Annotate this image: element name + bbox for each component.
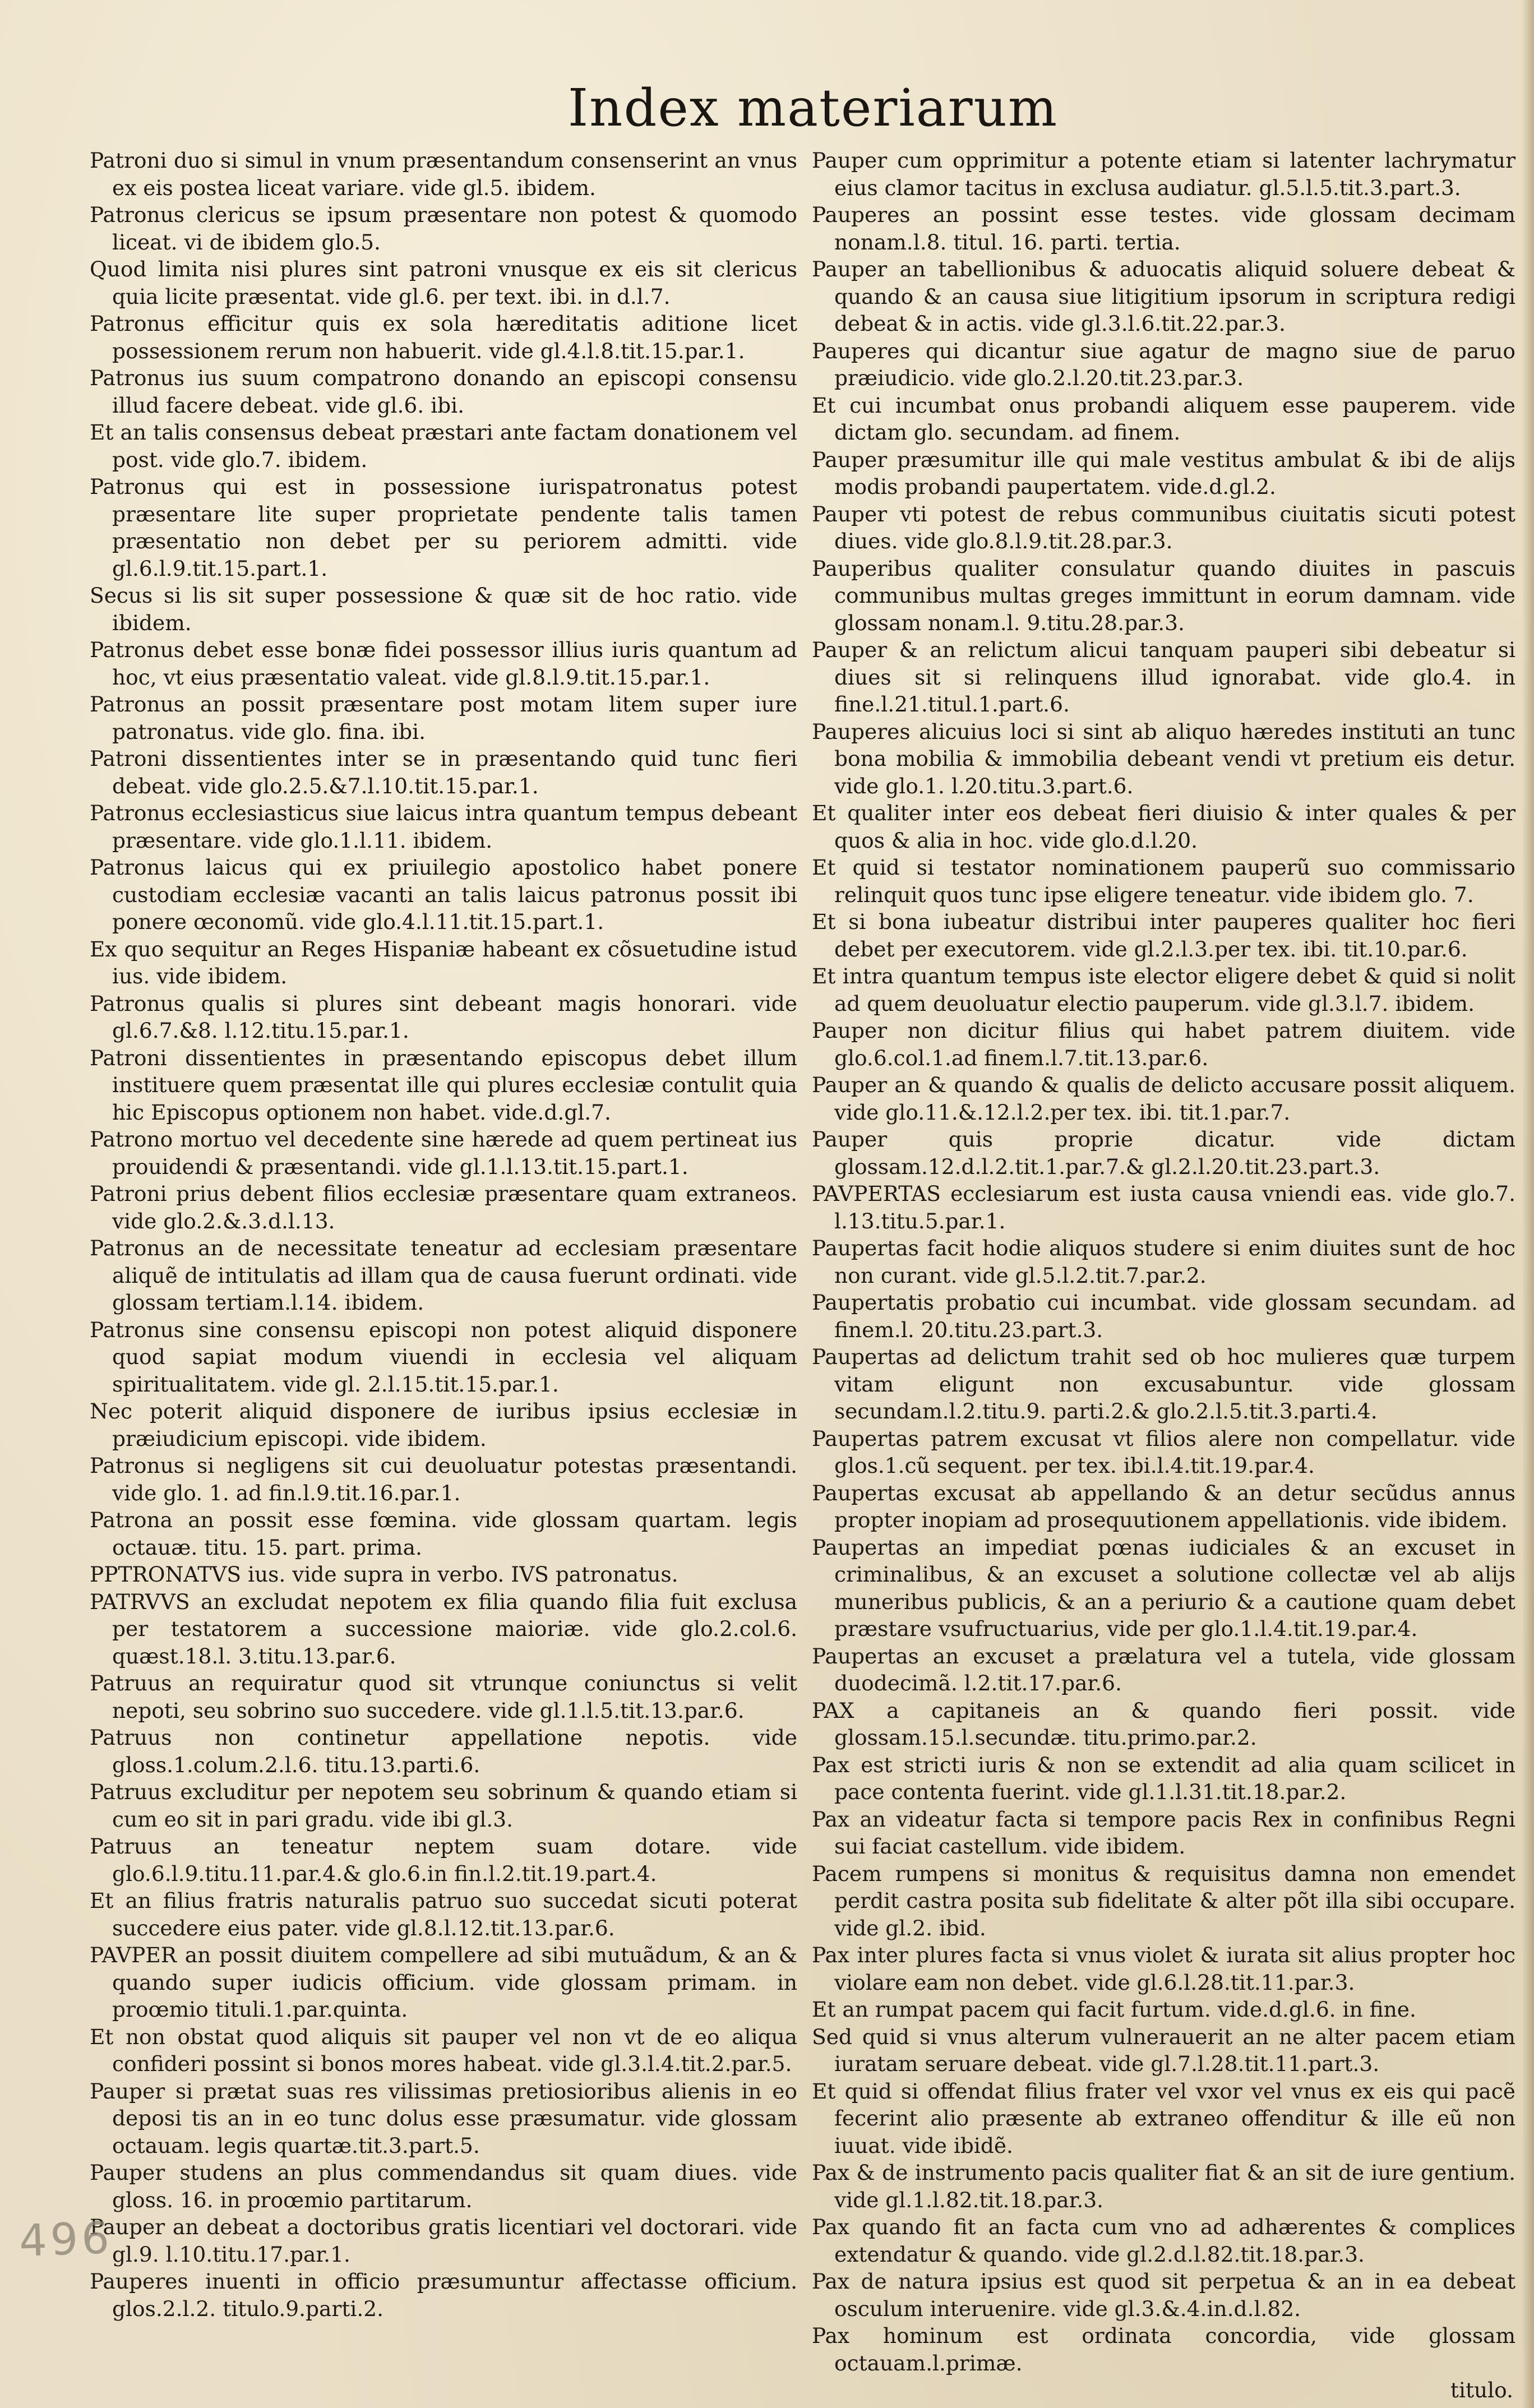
running-header-title: Index materiarum bbox=[567, 78, 1059, 138]
index-entry: Pauper & an relictum alicui tanquam pauperi sibi debeatur si diues sit si relinquens illud ignorabat. vide glo.4. in fine.l.21.titul.1.part.6. bbox=[812, 637, 1515, 717]
index-entry: Patronus qualis si plures sint debeant magis honorari. vide gl.6.7.&8. l.12.titu.15.par.1. bbox=[90, 991, 797, 1043]
index-entry: PAVPER an possit diuitem compellere ad sibi mutuãdum, & an & quando super iudicis officium. vide glossam primam. in proœmio tituli.1.par.quinta. bbox=[90, 1943, 797, 2022]
index-entry: Et an rumpat pacem qui facit furtum. vide.d.gl.6. in fine. bbox=[812, 1997, 1416, 2022]
index-entry: Pax an videatur facta si tempore pacis Rex in confinibus Regni sui faciat castellum. vide ibidem. bbox=[812, 1806, 1515, 1859]
handwritten-folio-number: 496 bbox=[18, 2213, 114, 2267]
index-entry: Paupertas an excuset a prælatura vel a tutela, vide glossam duodecimã. l.2.tit.17.par.6. bbox=[812, 1643, 1515, 1695]
index-entry: Pauper præsumitur ille qui male vestitus ambulat & ibi de alijs modis probandi paupertatem. vide.d.gl.2. bbox=[812, 447, 1515, 499]
index-entry: Patronus ius suum compatrono donando an episcopi consensu illud facere debeat. vide gl.6. ibi. bbox=[90, 366, 797, 418]
index-entry: Pauperes an possint esse testes. vide glossam decimam nonam.l.8. titul. 16. parti. tertia. bbox=[812, 202, 1515, 255]
index-entry: Et qualiter inter eos debeat fieri diuisio & inter quales & per quos & alia in hoc. vide glo.d.l.20. bbox=[812, 801, 1515, 853]
index-entry: Et si bona iubeatur distribui inter pauperes qualiter hoc fieri debet per executorem. vide gl.2.l.3.per tex. ibi. tit.10.par.6. bbox=[812, 909, 1515, 962]
index-entry: Pax & de instrumento pacis qualiter fiat & an sit de iure gentium. vide gl.1.l.82.tit.18.par.3. bbox=[812, 2160, 1515, 2212]
index-entry: Pauper quis proprie dicatur. vide dictam glossam.12.d.l.2.tit.1.par.7.& gl.2.l.20.tit.23.part.3. bbox=[812, 1127, 1515, 1179]
index-entry: Et intra quantum tempus iste elector eligere debet & quid si nolit ad quem deuoluatur electio pauperum. vide gl.3.l.7. ibidem. bbox=[812, 964, 1515, 1016]
index-entry: Paupertas patrem excusat vt filios alere non compellatur. vide glos.1.cũ sequent. per tex. ibi.l.4.tit.19.par.4. bbox=[812, 1426, 1515, 1478]
index-entry: Paupertas ad delictum trahit sed ob hoc mulieres quæ turpem vitam eligunt non excusabuntur. vide glossam secundam.l.2.titu.9. parti.2.& glo.2.l.5.tit.3.parti.4. bbox=[812, 1344, 1515, 1423]
index-entry: Patroni duo si simul in vnum præsentandum consenserint an vnus ex eis postea liceat variare. vide gl.5. ibidem. bbox=[90, 148, 797, 200]
index-entry: Paupertatis probatio cui incumbat. vide glossam secundam. ad finem.l. 20.titu.23.part.3. bbox=[812, 1290, 1515, 1342]
index-entry: Patronus sine consensu episcopi non potest aliquid disponere quod sapiat modum viuendi in ecclesia vel aliquam spiritualitatem. vide gl. 2.l.15.tit.15.par.1. bbox=[90, 1317, 797, 1397]
index-entry: Pauperibus qualiter consulatur quando diuites in pascuis communibus multas greges immittunt in eorum damnam. vide glossam nonam.l. 9.titu.28.par.3. bbox=[812, 556, 1515, 635]
index-entry: PAVPERTAS ecclesiarum est iusta causa vniendi eas. vide glo.7. l.13.titu.5.par.1. bbox=[812, 1181, 1515, 1233]
index-entry: Patronus ecclesiasticus siue laicus intra quantum tempus debeant præsentare. vide glo.1.l.11. ibidem. bbox=[90, 801, 797, 853]
index-entry: Patrono mortuo vel decedente sine hærede ad quem pertineat ius prouidendi & præsentandi. vide gl.1.l.13.tit.15.part.1. bbox=[90, 1127, 797, 1179]
index-column-right bbox=[812, 147, 1515, 2404]
index-entry: Et an talis consensus debeat præstari ante factam donationem vel post. vide glo.7. ibidem. bbox=[90, 420, 797, 472]
index-entry: Pax inter plures facta si vnus violet & iurata sit alius propter hoc violare eam non debet. vide gl.6.l.28.tit.11.par.3. bbox=[812, 1943, 1515, 1995]
index-entry: Patronus debet esse bonæ fidei possessor illius iuris quantum ad hoc, vt eius præsentatio valeat. vide gl.8.l.9.tit.15.par.1. bbox=[90, 637, 797, 690]
index-entry: Patronus si negligens sit cui deuoluatur potestas præsentandi. vide glo. 1. ad fin.l.9.tit.16.par.1. bbox=[90, 1453, 797, 1505]
index-entry: PAX a capitaneis an & quando fieri possit. vide glossam.15.l.secundæ. titu.primo.par.2. bbox=[812, 1698, 1515, 1750]
index-entry: Pax de natura ipsius est quod sit perpetua & an in ea debeat osculum interuenire. vide gl.3.&.4.in.d.l.82. bbox=[812, 2269, 1515, 2321]
index-entry: Patruus excluditur per nepotem seu sobrinum & quando etiam si cum eo sit in pari gradu. vide ibi gl.3. bbox=[90, 1780, 797, 1832]
index-entry: Pauper si prætat suas res vilissimas pretiosioribus alienis in eo deposi tis an in eo tunc dolus esse præsumatur. vide glossam octauam. legis quartæ.tit.3.part.5. bbox=[90, 2078, 797, 2158]
index-entry: Pax est stricti iuris & non se extendit ad alia quam scilicet in pace contenta fuerint. vide gl.1.l.31.tit.18.par.2. bbox=[812, 1752, 1515, 1804]
index-entry: Patroni dissentientes in præsentando episcopus debet illum instituere quem præsentat ille qui plures ecclesiæ contulit quia hic Episcopus optionem non habet. vide.d.gl.7. bbox=[90, 1045, 797, 1125]
index-entry: Nec poterit aliquid disponere de iuribus ipsius ecclesiæ in præiudicium episcopi. vide ibidem. bbox=[90, 1399, 797, 1451]
index-entry: Pauper an debeat a doctoribus gratis licentiari vel doctorari. vide gl.9. l.10.titu.17.par.1. bbox=[90, 2215, 797, 2267]
index-entry: Patruus an teneatur neptem suam dotare. vide glo.6.l.9.titu.11.par.4.& glo.6.in fin.l.2.tit.19.part.4. bbox=[90, 1834, 797, 1886]
index-entry: Et non obstat quod aliquis sit pauper vel non vt de eo aliqua confideri possint si bonos mores habeat. vide gl.3.l.4.tit.2.par.5. bbox=[90, 2024, 797, 2076]
index-entry: Pauper an & quando & qualis de delicto accusare possit aliquem. vide glo.11.&.12.l.2.per tex. ibi. tit.1.par.7. bbox=[812, 1073, 1515, 1125]
index-entry: Pauperes alicuius loci si sint ab aliquo hæredes instituti an tunc bona mobilia & immobilia debeant vendi vt pretium eis detur. vide glo.1. l.20.titu.3.part.6. bbox=[812, 719, 1515, 798]
index-entry: Patronus efficitur quis ex sola hæreditatis aditione licet possessionem rerum non habuerit. vide gl.4.l.8.tit.15.par.1. bbox=[90, 311, 797, 363]
index-entry: Pauperes inuenti in officio præsumuntur affectasse officium. glos.2.l.2. titulo.9.parti.2. bbox=[90, 2269, 797, 2321]
index-entry: Pauper studens an plus commendandus sit quam diues. vide gloss. 16. in proœmio partitarum. bbox=[90, 2160, 797, 2212]
index-entry: Quod limita nisi plures sint patroni vnusque ex eis sit clericus quia licite præsentat. vide gl.6. per text. ibi. in d.l.7. bbox=[90, 257, 797, 309]
index-entry: Ex quo sequitur an Reges Hispaniæ habeant ex cõsuetudine istud ius. vide ibidem. bbox=[90, 936, 797, 988]
index-entry: Pax quando fit an facta cum vno ad adhærentes & complices extendatur & quando. vide gl.2.d.l.82.tit.18.par.3. bbox=[812, 2215, 1515, 2267]
index-entry: Sed quid si vnus alterum vulnerauerit an ne alter pacem etiam iuratam seruare debeat. vide gl.7.l.28.tit.11.part.3. bbox=[812, 2024, 1515, 2076]
index-entry: Patroni dissentientes inter se in præsentando quid tunc fieri debeat. vide glo.2.5.&7.l.10.tit.15.par.1. bbox=[90, 746, 797, 798]
index-entry: Pauper cum opprimitur a potente etiam si latenter lachrymatur eius clamor tacitus in exclusa audiatur. gl.5.l.5.tit.3.part.3. bbox=[812, 148, 1515, 200]
index-entry: Paupertas excusat ab appellando & an detur secũdus annus propter inopiam ad prosequutionem appellationis. vide ibidem. bbox=[812, 1480, 1515, 1532]
index-entry: Et quid si testator nominationem pauperũ suo commissario relinquit quos tunc ipse eligere teneatur. vide ibidem glo. 7. bbox=[812, 855, 1515, 907]
index-entry: Patronus qui est in possessione iurispatronatus potest præsentare lite super proprietate pendente talis tamen præsentatio non debet per su periorem admitti. vide gl.6.l.9.tit.15.part.1. bbox=[90, 474, 797, 581]
index-entry: Patruus an requiratur quod sit vtrunque coniunctus si velit nepoti, seu sobrino suo succedere. vide gl.1.l.5.tit.13.par.6. bbox=[90, 1671, 797, 1723]
index-entry: Pauper vti potest de rebus communibus ciuitatis sicuti potest diues. vide glo.8.l.9.tit.28.par.3. bbox=[812, 501, 1515, 553]
index-entry: Et an filius fratris naturalis patruo suo succedat sicuti poterat succedere eius pater. vide gl.8.l.12.tit.13.par.6. bbox=[90, 1888, 797, 1940]
index-entry: PATRVVS an excludat nepotem ex filia quando filia fuit exclusa per testatorem a successione maioriæ. vide glo.2.col.6. quæst.18.l. 3.titu.13.par.6. bbox=[90, 1589, 797, 1669]
index-entry: Patroni prius debent filios ecclesiæ præsentare quam extraneos. vide glo.2.&.3.d.l.13. bbox=[90, 1181, 797, 1233]
index-entry: Pauper an tabellionibus & aduocatis aliquid soluere debeat & quando & an causa siue litigitium ipsorum in scriptura redigi debeat & in actis. vide gl.3.l.6.tit.22.par.3. bbox=[812, 257, 1515, 336]
index-entry-continuation: titulo. bbox=[1450, 2378, 1513, 2402]
page-edge-shadow bbox=[1522, 0, 1534, 2408]
index-entry: Patronus an possit præsentare post motam litem super iure patronatus. vide glo. fina. ibi. bbox=[90, 692, 797, 744]
index-entry: Patrona an possit esse fœmina. vide glossam quartam. legis octauæ. titu. 15. part. prima. bbox=[90, 1508, 797, 1560]
index-column-left bbox=[90, 147, 797, 2322]
index-entry: Pacem rumpens si monitus & requisitus damna non emendet perdit castra posita sub fidelitate & alter põt illa sibi occupare. vide gl.2. ibid. bbox=[812, 1861, 1515, 1940]
index-entry: Paupertas facit hodie aliquos studere si enim diuites sunt de hoc non curant. vide gl.5.l.2.tit.7.par.2. bbox=[812, 1236, 1515, 1288]
index-entry: Paupertas an impediat pœnas iudiciales & an excuset in criminalibus, & an excuset a solutione collectæ vel ab alijs muneribus publicis, & an a periurio & a cautione quam debet præstare vsufructuarius, vide per glo.1.l.4.tit.19.par.4. bbox=[812, 1535, 1515, 1641]
index-entry: Pauper non dicitur filius qui habet patrem diuitem. vide glo.6.col.1.ad finem.l.7.tit.13.par.6. bbox=[812, 1018, 1515, 1070]
index-entry: Patronus clericus se ipsum præsentare non potest & quomodo liceat. vi de ibidem glo.5. bbox=[90, 202, 797, 255]
index-entry: Et quid si offendat filius frater vel vxor vel vnus ex eis qui pacẽ fecerint alio præsente ab extraneo offenditur & ille eũ non iuuat. vide ibidẽ. bbox=[812, 2078, 1515, 2158]
index-entry: Pauperes qui dicantur siue agatur de magno siue de paruo præiudicio. vide glo.2.l.20.tit.23.par.3. bbox=[812, 338, 1515, 390]
index-entry: PPTRONATVS ius. vide supra in verbo. IVS patronatus. bbox=[90, 1562, 678, 1587]
index-entry: Pax hominum est ordinata concordia, vide glossam octauam.l.primæ. bbox=[812, 2323, 1515, 2375]
index-entry: Secus si lis sit super possessione & quæ sit de hoc ratio. vide ibidem. bbox=[90, 583, 797, 635]
index-entry: Et cui incumbat onus probandi aliquem esse pauperem. vide dictam glo. secundam. ad finem. bbox=[812, 392, 1515, 445]
index-entry: Patruus non continetur appellatione nepotis. vide gloss.1.colum.2.l.6. titu.13.parti.6. bbox=[90, 1725, 797, 1777]
index-entry: Patronus laicus qui ex priuilegio apostolico habet ponere custodiam ecclesiæ vacanti an talis laicus patronus possit ibi ponere œconomũ. vide glo.4.l.11.tit.15.part.1. bbox=[90, 855, 797, 934]
index-entry: Patronus an de necessitate teneatur ad ecclesiam præsentare aliquẽ de intitulatis ad illam qua de causa fuerunt ordinati. vide glossam tertiam.l.14. ibidem. bbox=[90, 1236, 797, 1315]
